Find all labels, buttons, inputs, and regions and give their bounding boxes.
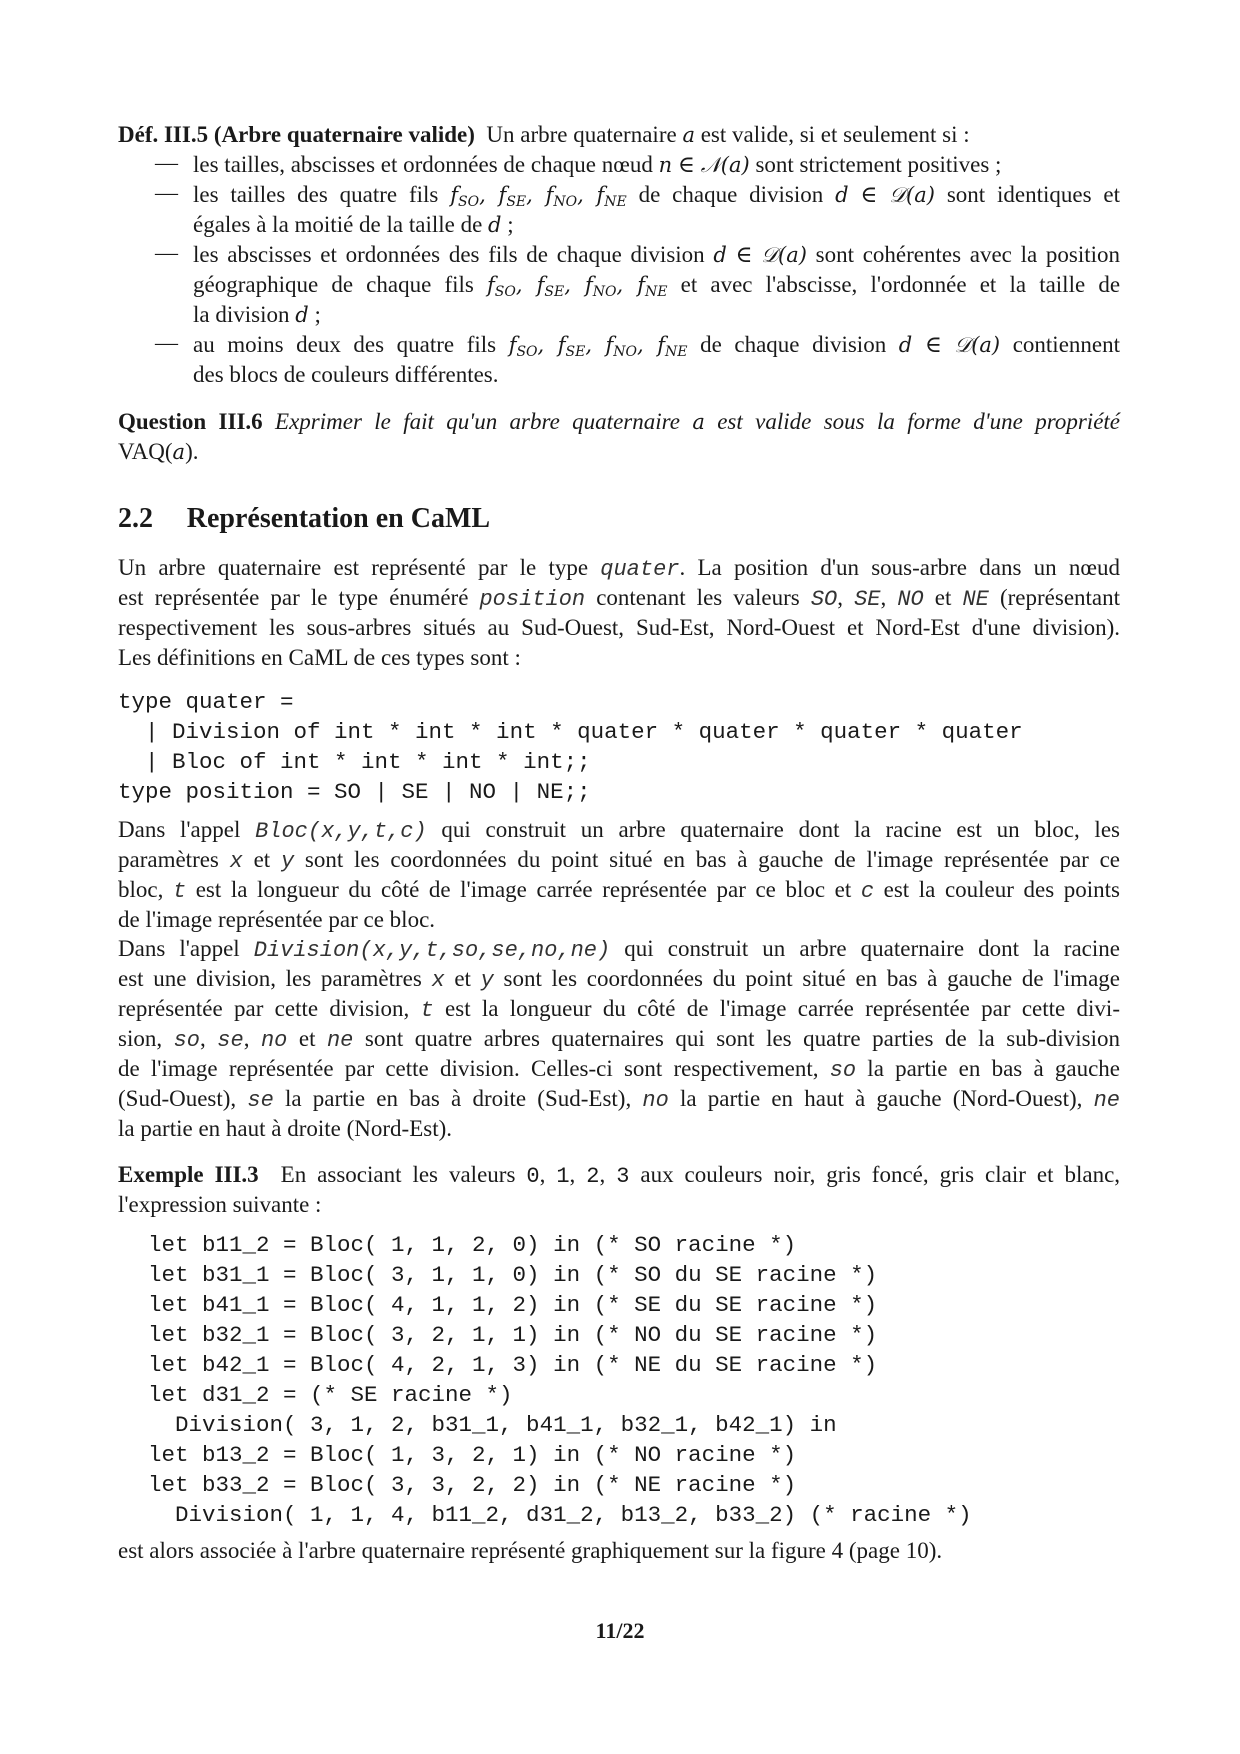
code-example: [148, 1230, 1120, 1530]
section-heading: [118, 503, 1120, 535]
definition-heading: [118, 120, 1120, 150]
definition-label: Déf. III.5: [118, 122, 209, 147]
page-number: 11/22: [595, 1618, 645, 1643]
example-block: Exemple III.3 En associant les valeurs 0, 1, 2, 3 aux couleurs noir, gris foncé, gris clair et blanc, l'expression suivante :: [118, 1162, 1121, 1217]
paragraph-bloc: Dans l'appel Bloc(x,y,t,c) qui construit un arbre quaternaire dont la racine est un bloc, les paramètres x et y sont les coordonnées du point situé en bas à gauche de l'image représentée par ce bloc, t est la longueur du côté de l'image carrée représentée par ce bloc et c est la couleur des points de l'image représentée par ce bloc.: [118, 817, 1120, 932]
example-label: Exemple III.3: [118, 1162, 259, 1187]
paragraph-quater-type: Un arbre quaternaire est représenté par le type quater. La position d'un sous-arbre dans un nœud est représentée par le type énuméré position contenant les valeurs SO, SE, NO et NE (représentant respectivement les sous-arbres situés au Sud-Ouest, Sud-Est, Nord-Ouest et Nord-Est d'une division). Les définitions en CaML de ces types sont :: [118, 555, 1121, 670]
paragraph-division: Dans l'appel Division(x,y,t,so,se,no,ne) qui construit un arbre quaternaire dont la racine est une division, les paramètres x et y sont les coordonnées du point situé en bas à gauche de l'image représentée par cette division, t est la longueur du côté de l'image carrée représentée par cette divi- sion, so, se, no et ne sont quatre arbres quaternaires qui sont les quatre parties de la sub-division de l'image représentée par cette division. Celles-ci sont respectivement, so la partie en bas à gauche (Sud-Ouest), se la partie en bas à droite (Sud-Est), no la partie en haut à gauche (Nord-Ouest), ne la partie en haut à droite (Nord-Est).: [118, 936, 1121, 1141]
definition-item: — les tailles, abscisses et ordonnées de chaque nœud n ∈ 𝒩(a) sont strictement positives ;: [155, 150, 1002, 177]
question-block: Question III.6 Exprimer le fait qu'un arbre quaternaire a est valide sous la forme d'une propriété VAQ(a).: [118, 409, 1120, 464]
definition-block: [118, 120, 1120, 390]
definition-item: — au moins deux des quatre fils $f_{SO}$, $f_{SE}$, $f_{NO}$, $f_{NE}$ de chaque division d ∈ 𝒟(a) contiennent des blocs de couleurs différentes.: [155, 330, 1121, 387]
code-example-listing: let b11_2 = Bloc( 1, 1, 2, 0) in (* SO racine *) let b31_1 = Bloc( 3, 1, 1, 0) in (* SO du SE racine *) let b41_1 = Bloc( 4, 1, 1, 2) in (* SE du SE racine *) let b32_1 = Bloc( 3, 2, 1, 1) in (* NO du SE racine *) let b42_1 = Bloc( 4, 2, 1, 3) in (* NE du SE racine *) let d31_2 = (* SE racine *) Division( 3, 1, 2, b31_1, b41_1, b32_1, b42_1) in let b13_2 = Bloc( 1, 3, 2, 1) in (* NO racine *) let b33_2 = Bloc( 3, 3, 2, 2) in (* NE racine *) Division( 1, 1, 4, b11_2, d31_2, b13_2, b33_2) (* racine *): [148, 1232, 972, 1528]
code-types: [118, 687, 1120, 807]
definition-item: — les abscisses et ordonnées des fils de chaque division d ∈ 𝒟(a) sont cohérentes avec la position géographique de chaque fils $f_{SO}$, $f_{SE}$, $f_{NO}$, $f_{NE}$ et avec l'abscisse, l'ordonnée et la taille de la division d ;: [155, 240, 1121, 327]
question-label: Question III.6: [118, 409, 263, 434]
section-number: 2.2: [118, 503, 153, 534]
example-conclusion-text: est alors associée à l'arbre quaternaire représenté graphiquement sur la figure 4 (page 10).: [118, 1538, 943, 1563]
definition-title: (Arbre quaternaire valide): [213, 122, 475, 147]
definition-item: — les tailles des quatre fils $f_{SO}$, $f_{SE}$, $f_{NO}$, $f_{NE}$ de chaque division d ∈ 𝒟(a) sont identiques et égales à la moitié de la taille de d ;: [155, 180, 1120, 237]
definition-intro: Un arbre quaternaire a est valide, si et seulement si :: [486, 122, 970, 147]
section-title: Représentation en CaML: [186, 503, 491, 534]
code-types-listing: type quater = | Division of int * int * int * quater * quater * quater * quater | Bloc of int * int * int * int;; type position = SO | SE | NO | NE;;: [118, 689, 1023, 805]
example-conclusion: [118, 1536, 1120, 1566]
